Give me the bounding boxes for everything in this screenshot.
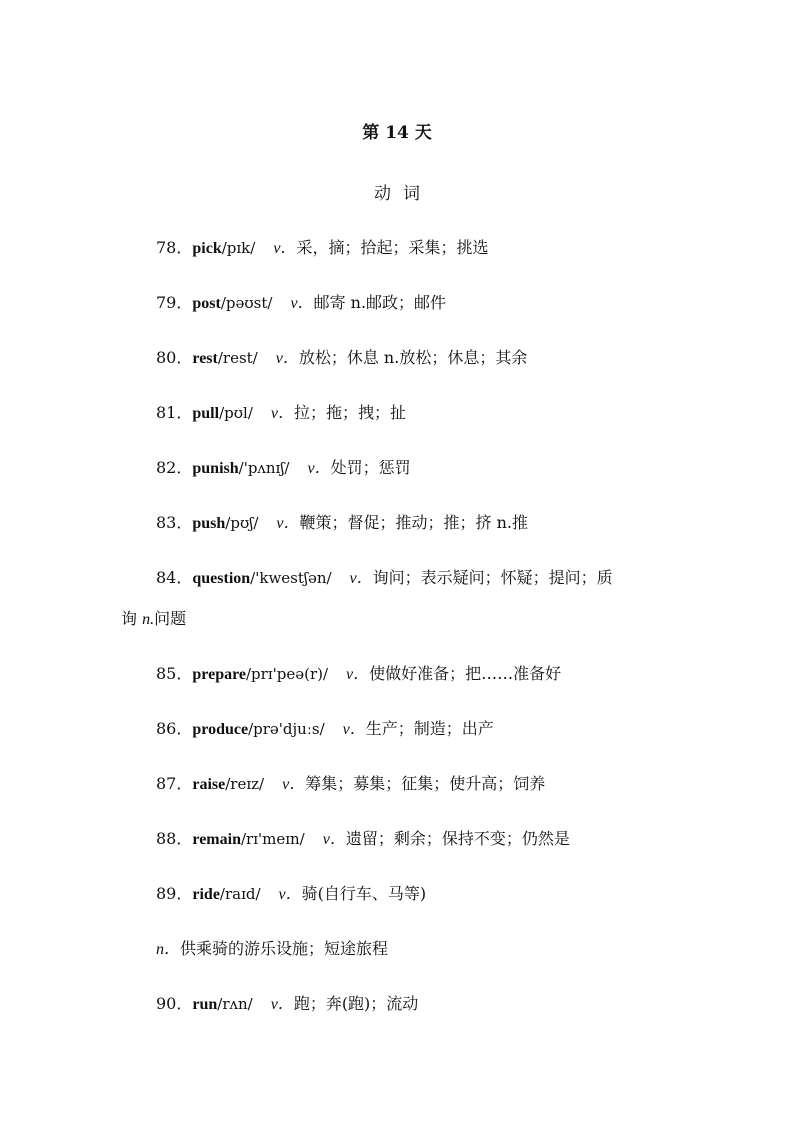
entry-phonetic: /rɪ'meɪn/ [240,830,305,848]
vocab-entry-88 [156,827,676,852]
continuation-text: 询 [121,609,143,628]
entry-part-of-speech: v． [273,240,297,257]
entry-phonetic: /pəʊst/ [220,294,273,312]
entry-definition: 骑(自行车、马等) [301,884,427,903]
entry-part-of-speech: v． [278,886,302,903]
entry-part-of-speech: v． [290,295,314,312]
entry-number: 82． [156,458,193,477]
entry-number: 86． [156,719,193,738]
vocab-entry-82 [156,456,676,481]
entry-word: ride [192,886,220,903]
entry-definition: 筹集；募集；征集；使升高；饲养 [305,774,546,793]
entry-word: pull [192,405,220,422]
entry-part-of-speech: n． [156,941,181,958]
entry-definition: 处罚；惩罚 [330,458,411,477]
vocab-entry-84 [156,566,676,591]
entry-number: 90． [156,994,193,1013]
section-subtitle: 动词 [374,184,432,204]
entry-definition: 跑；奔(跑)；流动 [293,994,419,1013]
entry-phonetic: /prɪ'peə(r)/ [246,665,329,683]
vocab-entry-89-noun-sense [156,937,388,962]
entry-part-of-speech: v． [270,405,294,422]
entry-number: 79． [156,293,193,312]
vocab-entry-83 [156,511,676,536]
entry-phonetic: /pɪk/ [221,239,256,257]
entry-phonetic: /pʊʃ/ [225,514,259,532]
entry-definition: 生产；制造；出产 [365,719,494,738]
entry-definition: 使做好准备；把……准备好 [369,664,562,683]
entry-phonetic: /'kwestʃən/ [250,569,332,587]
entry-number: 87． [156,774,193,793]
entry-number: 81． [156,403,193,422]
entry-number: 84． [156,568,193,587]
vocab-entry-90 [156,992,676,1017]
entry-phonetic: /rʌn/ [217,995,253,1013]
entry-part-of-speech: v． [275,350,299,367]
entry-number: 88． [156,829,193,848]
entry-definition: 询问；表示疑问；怀疑；提问；质 [372,568,613,587]
entry-part-of-speech: v． [276,515,300,532]
entry-part-of-speech: v． [307,460,331,477]
entry-part-of-speech: v． [282,776,306,793]
entry-word: rest [192,350,218,367]
entry-word: question [192,570,251,587]
entry-number: 85． [156,664,193,683]
entry-phonetic: /rest/ [217,349,258,367]
entry-definition: 遗留；剩余；保持不变；仍然是 [345,829,570,848]
entry-number: 80． [156,348,193,367]
entry-part-of-speech: v． [346,666,370,683]
entry-definition: 邮寄 n.邮政；邮件 [313,293,447,312]
vocab-entry-81 [156,401,676,426]
page-title: 第 14 天 [362,123,432,143]
vocab-entry-85 [156,662,676,687]
entry-definition: 鞭策；督促；推动；推；挤 n.推 [299,513,528,532]
entry-phonetic: /reɪz/ [225,775,265,793]
entry-word: pick [192,240,222,257]
entry-definition: 拉；拖；拽；扯 [293,403,406,422]
entry-phonetic: /pʊl/ [219,404,253,422]
entry-word: remain [192,831,241,848]
entry-definition: 供乘骑的游乐设施；短途旅程 [180,939,389,958]
entry-word: push [192,515,226,532]
entry-number: 78． [156,238,193,257]
entry-word: raise [192,776,226,793]
entry-definition: 放松；休息 n.放松；休息；其余 [298,348,528,367]
entry-number: 89． [156,884,193,903]
entry-definition: 采，摘；拾起；采集；挑选 [296,238,489,257]
entry-word: produce [192,721,249,738]
vocab-entry-87 [156,772,676,797]
entry-part-of-speech: v． [270,996,294,1013]
entry-word: prepare [192,666,246,683]
vocab-entry-79 [156,291,676,316]
entry-phonetic: /prə'djuːs/ [248,720,325,738]
vocab-entry-84-continuation [121,607,186,632]
entry-phonetic: /raɪd/ [219,885,261,903]
vocab-entry-86 [156,717,676,742]
entry-definition: 问题 [154,609,187,628]
vocab-entry-78 [156,236,676,261]
entry-part-of-speech: v． [349,570,373,587]
vocab-entry-89 [156,882,676,907]
entry-part-of-speech: n. [142,611,155,628]
entry-word: post [192,295,221,312]
entry-word: punish [192,460,239,477]
vocab-entry-80 [156,346,676,371]
entry-number: 83． [156,513,193,532]
entry-phonetic: /'pʌnɪʃ/ [238,459,290,477]
entry-part-of-speech: v． [342,721,366,738]
entry-word: run [192,996,218,1013]
entry-part-of-speech: v． [322,831,346,848]
